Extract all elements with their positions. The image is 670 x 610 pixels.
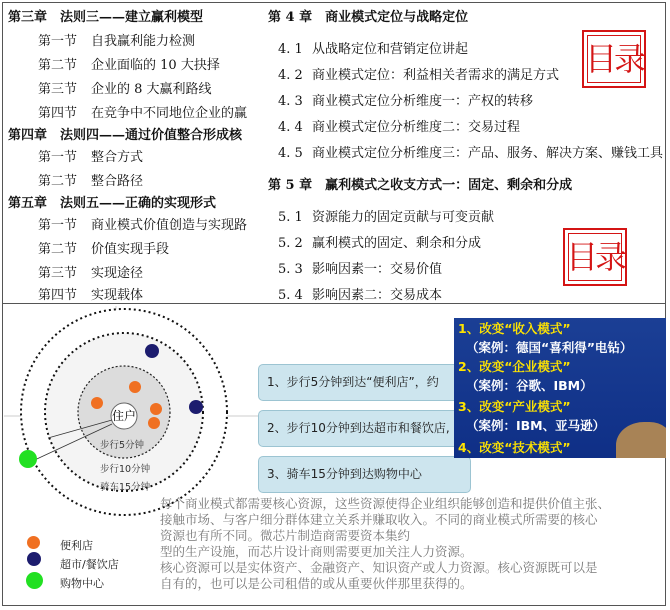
toc-left-panel [8, 6, 260, 302]
toc-section-label: 第二节 [38, 174, 78, 189]
legend-swatch-supermarket [27, 552, 41, 566]
mulu-stamp-top: 目录 [582, 30, 646, 88]
mode-1-title: 1、改变“收入模式” [458, 321, 571, 336]
decorative-image-fragment [616, 422, 666, 458]
paragraph-line: 型的生产设施，而芯片设计商则需要更加关注人力资源。 [160, 544, 473, 559]
toc-section-row [38, 150, 143, 166]
toc-section-number: 4. 1 [278, 42, 303, 57]
toc-section-title: 企业的 8 大赢利路线 [91, 82, 212, 97]
core-resources-paragraph [160, 496, 664, 592]
distance-box-1: 1、步行5分钟到达“便利店”，约 [258, 364, 471, 401]
toc-section-label: 第三节 [38, 266, 78, 281]
toc-section-title: 在竞争中不同地位企业的赢 [91, 106, 248, 121]
toc-section-label: 第一节 [38, 150, 78, 165]
toc-section-row [38, 106, 247, 122]
toc-section-number: 4. 2 [278, 68, 303, 83]
toc-section-label: 第四节 [38, 106, 78, 121]
convenience-store-marker [129, 381, 141, 393]
toc-section-row [38, 82, 212, 98]
toc-section-title: 影响因素二：交易成本 [312, 288, 443, 302]
toc-section-title: 自我赢利能力检测 [91, 34, 196, 49]
distance-box-3: 3、骑车15分钟到达购物中心 [258, 456, 471, 493]
paragraph-line: 接触市场、与客户细分群体建立关系并赚取收入。不同的商业模式所需要的核心 [160, 512, 598, 527]
toc-chapter-heading: 第三章 法则三——建立赢利模型 [8, 10, 204, 25]
toc-section-title: 资源能力的固定贡献与可变贡献 [312, 210, 495, 225]
toc-section-title: 从战略定位和营销定位讲起 [312, 42, 469, 57]
toc-section-label: 第三节 [38, 82, 78, 97]
toc-section-title: 实现途径 [91, 266, 144, 281]
toc-section-label: 第二节 [38, 58, 78, 73]
paragraph-line: 每个商业模式都需要核心资源，这些资源使得企业组织能够创造和提供价值主张、 [160, 496, 611, 511]
toc-section-number: 5. 1 [278, 210, 303, 225]
legend-label-convenience: 便利店 [60, 539, 93, 552]
toc-section-title: 商业模式定位分析维度二：交易过程 [312, 120, 521, 135]
toc-section-title: 商业模式定位分析维度三：产品、服务、解决方案、赚钱工具 [312, 146, 664, 161]
toc-chapter-heading: 第 5 章 赢利模式之收支方式一：固定、剩余和分成 [268, 178, 573, 193]
toc-section-title: 整合路径 [91, 174, 144, 189]
convenience-store-marker [150, 403, 162, 415]
toc-chapter-heading: 第五章 法则五——正确的实现形式 [8, 196, 217, 211]
toc-section-row [38, 58, 220, 74]
toc-section-label: 第二节 [38, 242, 78, 257]
toc-section-row [38, 242, 169, 258]
toc-section-title: 商业模式价值创造与实现路 [91, 218, 248, 233]
toc-section-number: 5. 2 [278, 236, 303, 251]
paragraph-line: 资源也有所不同。微芯片制造商需要资本集约 [160, 528, 411, 543]
legend-swatch-mall [26, 572, 43, 589]
toc-section-number: 4. 3 [278, 94, 303, 109]
legend-swatch-convenience [27, 536, 40, 549]
paragraph-line: 自有的，也可以是公司租借的或从重要伙伴那里获得的。 [160, 576, 473, 591]
toc-section-title: 实现载体 [91, 288, 144, 302]
mode-2-title: 2、改变“企业模式” [458, 359, 571, 374]
mode-2-case: （案例：谷歌、IBM） [466, 378, 593, 393]
toc-section-title: 价值实现手段 [91, 242, 170, 257]
toc-section-title: 商业模式定位：利益相关者需求的满足方式 [312, 68, 560, 83]
toc-section-number: 5. 4 [278, 288, 303, 302]
supermarket-marker [145, 344, 159, 358]
section-divider [2, 303, 666, 304]
toc-section-row [38, 266, 143, 282]
shopping-mall-marker [19, 450, 37, 468]
toc-section-row [38, 288, 143, 302]
ring-label-walk5: 步行5分钟 [100, 440, 145, 451]
convenience-store-marker [148, 417, 160, 429]
toc-section-label: 第四节 [38, 288, 78, 302]
toc-section-label: 第一节 [38, 34, 78, 49]
toc-section-number: 4. 4 [278, 120, 303, 135]
convenience-store-marker [91, 397, 103, 409]
ring-label-bike15: 骑车15分钟 [100, 482, 151, 493]
toc-section-label: 第一节 [38, 218, 78, 233]
toc-section-row [38, 34, 195, 50]
mode-1-case: （案例：德国“喜利得”电钻） [466, 340, 633, 355]
toc-section-title: 赢利模式的固定、剩余和分成 [312, 236, 482, 251]
toc-section-row [38, 218, 247, 234]
toc-section-title: 影响因素一：交易价值 [312, 262, 443, 277]
mode-4-title: 4、改变“技术模式” [458, 440, 571, 455]
center-label: 住户 [111, 409, 137, 423]
ring-label-walk10: 步行10分钟 [100, 464, 151, 475]
business-model-change-panel [454, 318, 666, 458]
toc-section-number: 5. 3 [278, 262, 303, 277]
distance-box-2: 2、步行10分钟到达超市和餐饮店, [258, 410, 471, 447]
mode-3-case: （案例：IBM、亚马逊） [466, 418, 606, 433]
legend-label-supermarket: 超市/餐饮店 [60, 558, 119, 571]
toc-section-number: 4. 5 [278, 146, 303, 161]
toc-section-row [38, 174, 143, 190]
mulu-stamp-bottom: 目录 [563, 228, 627, 286]
toc-section-title: 企业面临的 10 大抉择 [91, 58, 220, 73]
mode-3-title: 3、改变“产业模式” [458, 399, 571, 414]
legend-label-mall: 购物中心 [60, 577, 104, 590]
toc-section-title: 整合方式 [91, 150, 144, 165]
supermarket-marker [189, 400, 203, 414]
paragraph-line: 核心资源可以是实体资产、金融资产、知识资产或人力资源。核心资源既可以是 [160, 560, 598, 575]
toc-chapter-heading: 第 4 章 商业模式定位与战略定位 [268, 10, 469, 25]
toc-section-title: 商业模式定位分析维度一：产权的转移 [312, 94, 534, 109]
toc-chapter-heading: 第四章 法则四——通过价值整合形成核 [8, 128, 243, 143]
